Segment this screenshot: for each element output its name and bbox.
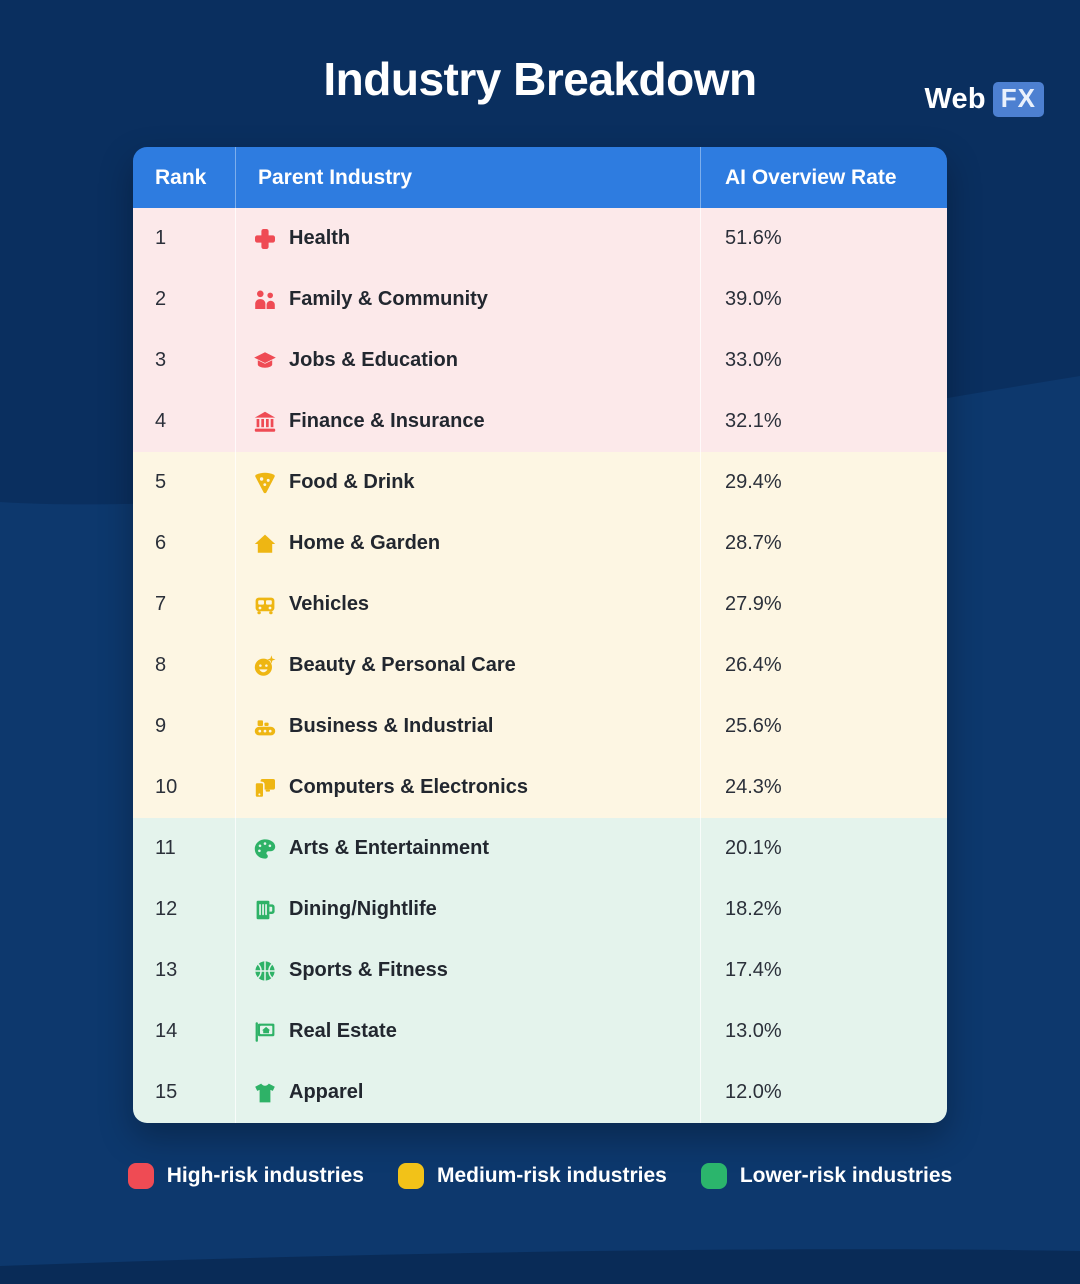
table-body xyxy=(133,208,947,1123)
rate-value: 25.6% xyxy=(700,696,947,757)
table-row xyxy=(133,574,947,635)
rate-value: 20.1% xyxy=(700,818,947,879)
palette-icon xyxy=(253,837,277,861)
industry-label: Home & Garden xyxy=(289,532,441,554)
industry-label: Business & Industrial xyxy=(289,715,494,737)
industry-cell xyxy=(235,635,700,696)
yard-sign-icon xyxy=(253,1020,277,1044)
industry-label: Apparel xyxy=(289,1081,364,1103)
industry-cell xyxy=(235,696,700,757)
house-icon xyxy=(253,532,277,556)
rate-value: 33.0% xyxy=(700,330,947,391)
industry-label: Computers & Electronics xyxy=(289,776,528,798)
industry-label: Sports & Fitness xyxy=(289,959,448,981)
industry-label: Jobs & Education xyxy=(289,349,458,371)
industry-label: Health xyxy=(289,227,351,249)
rank-value: 4 xyxy=(155,410,167,432)
family-icon xyxy=(253,288,277,312)
table-header-row xyxy=(133,147,947,208)
webfx-logo xyxy=(924,82,1044,117)
industry-label: Finance & Insurance xyxy=(289,410,485,432)
tshirt-icon xyxy=(253,1081,277,1105)
rank-value: 7 xyxy=(155,593,167,615)
devices-icon xyxy=(253,776,277,800)
table-row xyxy=(133,513,947,574)
legend-label: Medium-risk industries xyxy=(436,1164,667,1187)
rank-value: 2 xyxy=(155,288,167,310)
legend-label: Lower-risk industries xyxy=(739,1164,953,1187)
risk-legend xyxy=(0,1163,1080,1189)
table-row xyxy=(133,208,947,269)
table-row xyxy=(133,879,947,940)
rate-value: 24.3% xyxy=(700,757,947,818)
industry-cell xyxy=(235,879,700,940)
lower-risk-swatch-icon xyxy=(701,1163,727,1189)
industry-cell xyxy=(235,574,700,635)
table-row xyxy=(133,391,947,452)
table-row xyxy=(133,696,947,757)
basketball-icon xyxy=(253,959,277,983)
rank-value: 6 xyxy=(155,532,167,554)
factory-machine-icon xyxy=(253,715,277,739)
rate-value: 12.0% xyxy=(700,1062,947,1123)
rank-value: 1 xyxy=(155,227,167,249)
rank-value: 14 xyxy=(155,1020,178,1042)
rate-value: 27.9% xyxy=(700,574,947,635)
legend-label: High-risk industries xyxy=(166,1164,364,1187)
table-row xyxy=(133,330,947,391)
rank-value: 11 xyxy=(155,837,176,859)
industry-cell xyxy=(235,757,700,818)
rank-value: 9 xyxy=(155,715,167,737)
pizza-icon xyxy=(253,471,277,495)
rate-value: 29.4% xyxy=(700,452,947,513)
rate-value: 13.0% xyxy=(700,1001,947,1062)
rank-value: 12 xyxy=(155,898,178,920)
rank-value: 5 xyxy=(155,471,167,493)
rate-value: 32.1% xyxy=(700,391,947,452)
industry-label: Food & Drink xyxy=(289,471,415,493)
high-risk-swatch-icon xyxy=(128,1163,154,1189)
rate-value: 28.7% xyxy=(700,513,947,574)
beer-mug-icon xyxy=(253,898,277,922)
legend-item-medium-risk xyxy=(398,1163,667,1189)
rate-value: 39.0% xyxy=(700,269,947,330)
industry-label: Family & Community xyxy=(289,288,488,310)
industry-cell xyxy=(235,1001,700,1062)
rank-value: 15 xyxy=(155,1081,178,1103)
table-row xyxy=(133,818,947,879)
industry-cell xyxy=(235,391,700,452)
webfx-logo-fx-badge: FX xyxy=(993,82,1044,117)
legend-item-high-risk xyxy=(128,1163,364,1189)
industry-cell xyxy=(235,452,700,513)
industry-table xyxy=(133,147,947,1123)
table-row xyxy=(133,1001,947,1062)
industry-cell xyxy=(235,1062,700,1123)
rank-value: 10 xyxy=(155,776,178,798)
rate-value: 51.6% xyxy=(700,208,947,269)
page-title: Industry Breakdown xyxy=(323,53,757,105)
rank-value: 3 xyxy=(155,349,167,371)
rate-value: 18.2% xyxy=(700,879,947,940)
rank-value: 8 xyxy=(155,654,167,676)
industry-cell xyxy=(235,269,700,330)
header-parent-industry: Parent Industry xyxy=(235,147,700,208)
rank-value: 13 xyxy=(155,959,178,981)
education-icon xyxy=(253,349,277,373)
table-row xyxy=(133,269,947,330)
car-icon xyxy=(253,593,277,617)
page-background xyxy=(0,52,1080,1284)
table-row xyxy=(133,757,947,818)
industry-label: Arts & Entertainment xyxy=(289,837,490,859)
industry-label: Beauty & Personal Care xyxy=(289,654,516,676)
header-rank: Rank xyxy=(155,165,207,189)
smiley-sparkle-icon xyxy=(253,654,277,678)
table-row xyxy=(133,635,947,696)
header-ai-overview-rate: AI Overview Rate xyxy=(700,147,947,208)
legend-item-lower-risk xyxy=(701,1163,952,1189)
industry-cell xyxy=(235,208,700,269)
industry-cell xyxy=(235,513,700,574)
rate-value: 17.4% xyxy=(700,940,947,1001)
industry-label: Real Estate xyxy=(289,1020,397,1042)
industry-label: Vehicles xyxy=(289,593,370,615)
table-row xyxy=(133,1062,947,1123)
bank-icon xyxy=(253,410,277,434)
health-icon xyxy=(253,227,277,251)
industry-cell xyxy=(235,330,700,391)
medium-risk-swatch-icon xyxy=(398,1163,424,1189)
industry-cell xyxy=(235,818,700,879)
industry-label: Dining/Nightlife xyxy=(289,898,437,920)
rate-value: 26.4% xyxy=(700,635,947,696)
table-row xyxy=(133,940,947,1001)
table-row xyxy=(133,452,947,513)
industry-cell xyxy=(235,940,700,1001)
webfx-logo-web: Web xyxy=(924,83,986,115)
